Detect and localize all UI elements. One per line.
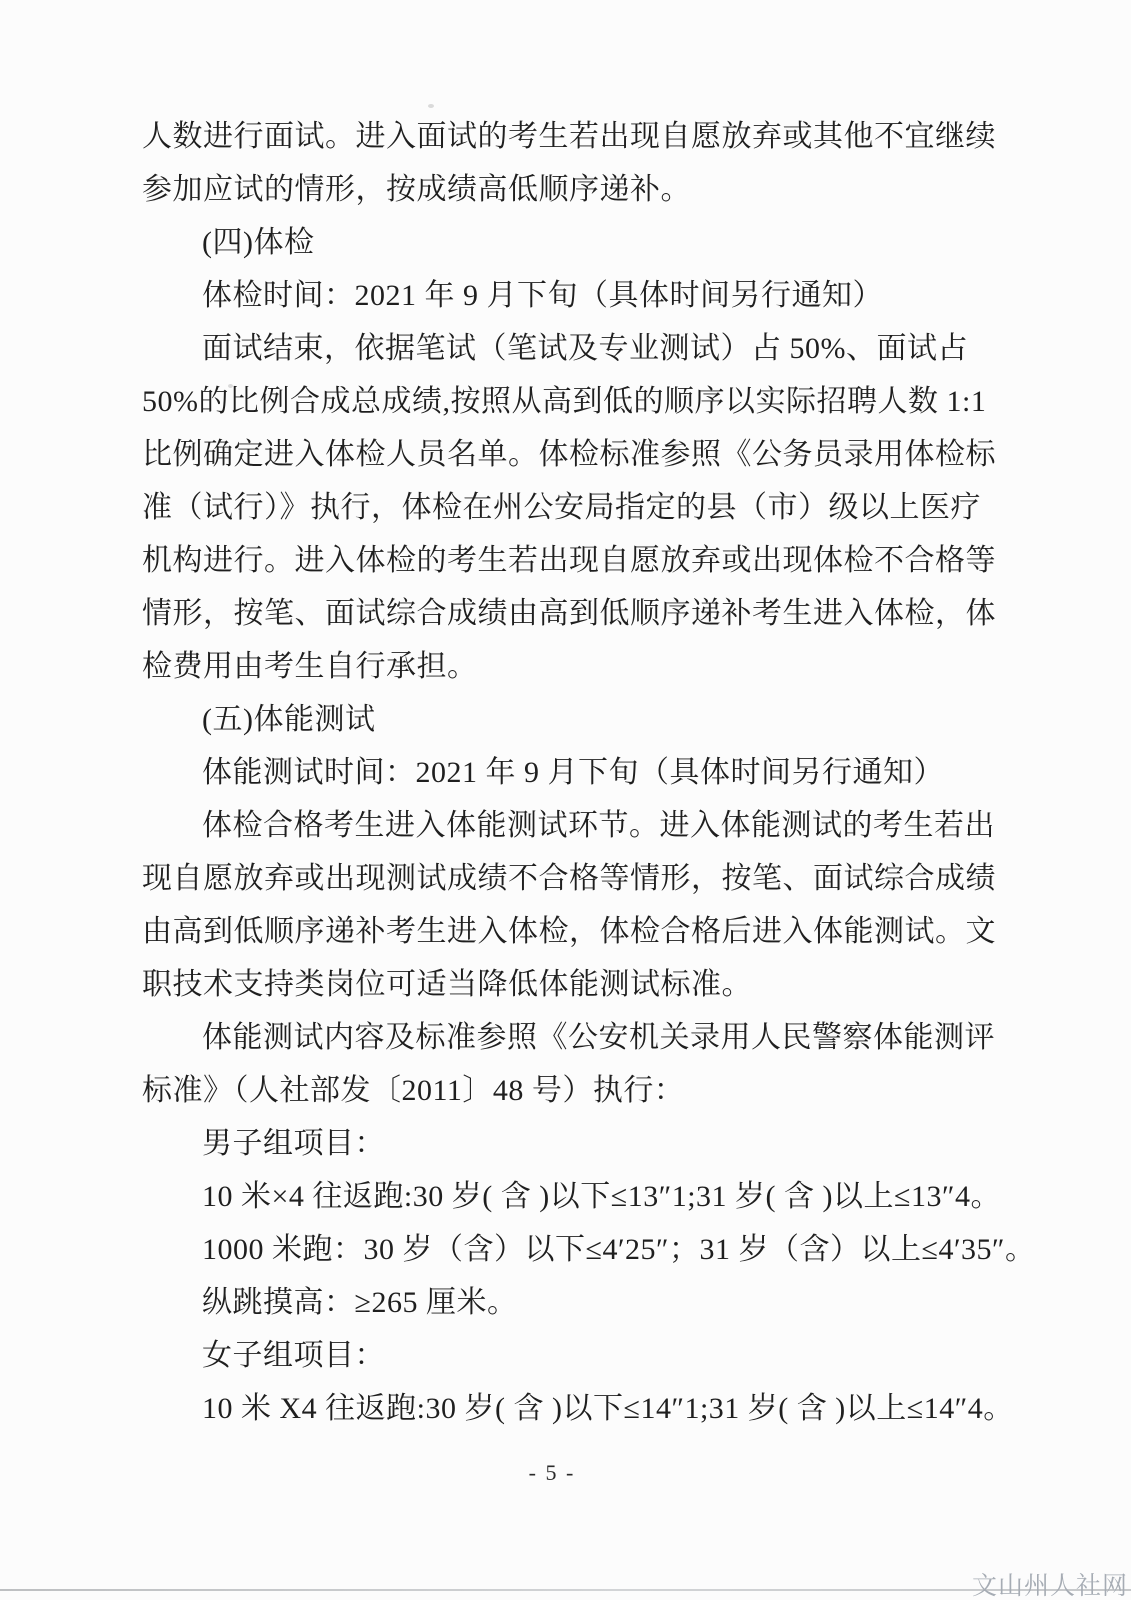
text-line: 人数进行面试。进入面试的考生若出现自愿放弃或其他不宜继续 — [142, 120, 996, 153]
document-body — [142, 110, 1036, 1435]
text-line: 纵跳摸高：≥265 厘米。 — [202, 1286, 518, 1319]
text-line: 10 米 X4 往返跑:30 岁( 含 )以下≤14″1;31 岁( 含 )以上≤14″4。 — [202, 1392, 1014, 1425]
text-line: 体检时间：2021 年 9 月下旬（具体时间另行通知） — [202, 279, 883, 312]
text-line: 女子组项目： — [202, 1339, 385, 1372]
text-line: 体检合格考生进入体能测试环节。进入体能测试的考生若出 — [202, 809, 995, 842]
text-line: (四)体检 — [202, 226, 315, 259]
text-line: 10 米×4 往返跑:30 岁( 含 )以下≤13″1;31 岁( 含 )以上≤13″4。 — [202, 1180, 1001, 1213]
text-line: 准（试行）》执行，体检在州公安局指定的县（市）级以上医疗 — [142, 491, 981, 524]
text-line: 职技术支持类岗位可适当降低体能测试标准。 — [142, 968, 752, 1001]
text-line: 标准》（人社部发〔2011〕48 号）执行： — [142, 1074, 685, 1107]
text-line: 机构进行。进入体检的考生若出现自愿放弃或出现体检不合格等 — [142, 544, 996, 577]
text-line: 情形，按笔、面试综合成绩由高到低顺序递补考生进入体检，体 — [142, 597, 996, 630]
text-line: 体能测试内容及标准参照《公安机关录用人民警察体能测评 — [202, 1021, 995, 1054]
site-watermark: 文山州人社网 — [971, 1573, 1128, 1600]
text-line: 由高到低顺序递补考生进入体检，体检合格后进入体能测试。文 — [142, 915, 996, 948]
text-line: (五)体能测试 — [202, 703, 376, 736]
text-line: 参加应试的情形，按成绩高低顺序递补。 — [142, 173, 691, 206]
text-line: 面试结束，依据笔试（笔试及专业测试）占 50%、面试占 — [202, 332, 968, 365]
text-line: 体能测试时间：2021 年 9 月下旬（具体时间另行通知） — [202, 756, 944, 789]
text-line: 现自愿放弃或出现测试成绩不合格等情形，按笔、面试综合成绩 — [142, 862, 996, 895]
text-line: 男子组项目： — [202, 1127, 385, 1160]
page-number: - 5 - — [528, 1460, 576, 1485]
text-line: 比例确定进入体检人员名单。体检标准参照《公务员录用体检标 — [142, 438, 996, 471]
text-line: 1000 米跑：30 岁（含）以下≤4′25″；31 岁（含）以上≤4′35″。 — [202, 1233, 1036, 1266]
scan-speck — [428, 104, 434, 108]
text-line: 检费用由考生自行承担。 — [142, 650, 478, 683]
text-line: 50%的比例合成总成绩,按照从高到低的顺序以实际招聘人数 1:1 — [142, 385, 987, 418]
scan-edge-line — [0, 1589, 1131, 1591]
